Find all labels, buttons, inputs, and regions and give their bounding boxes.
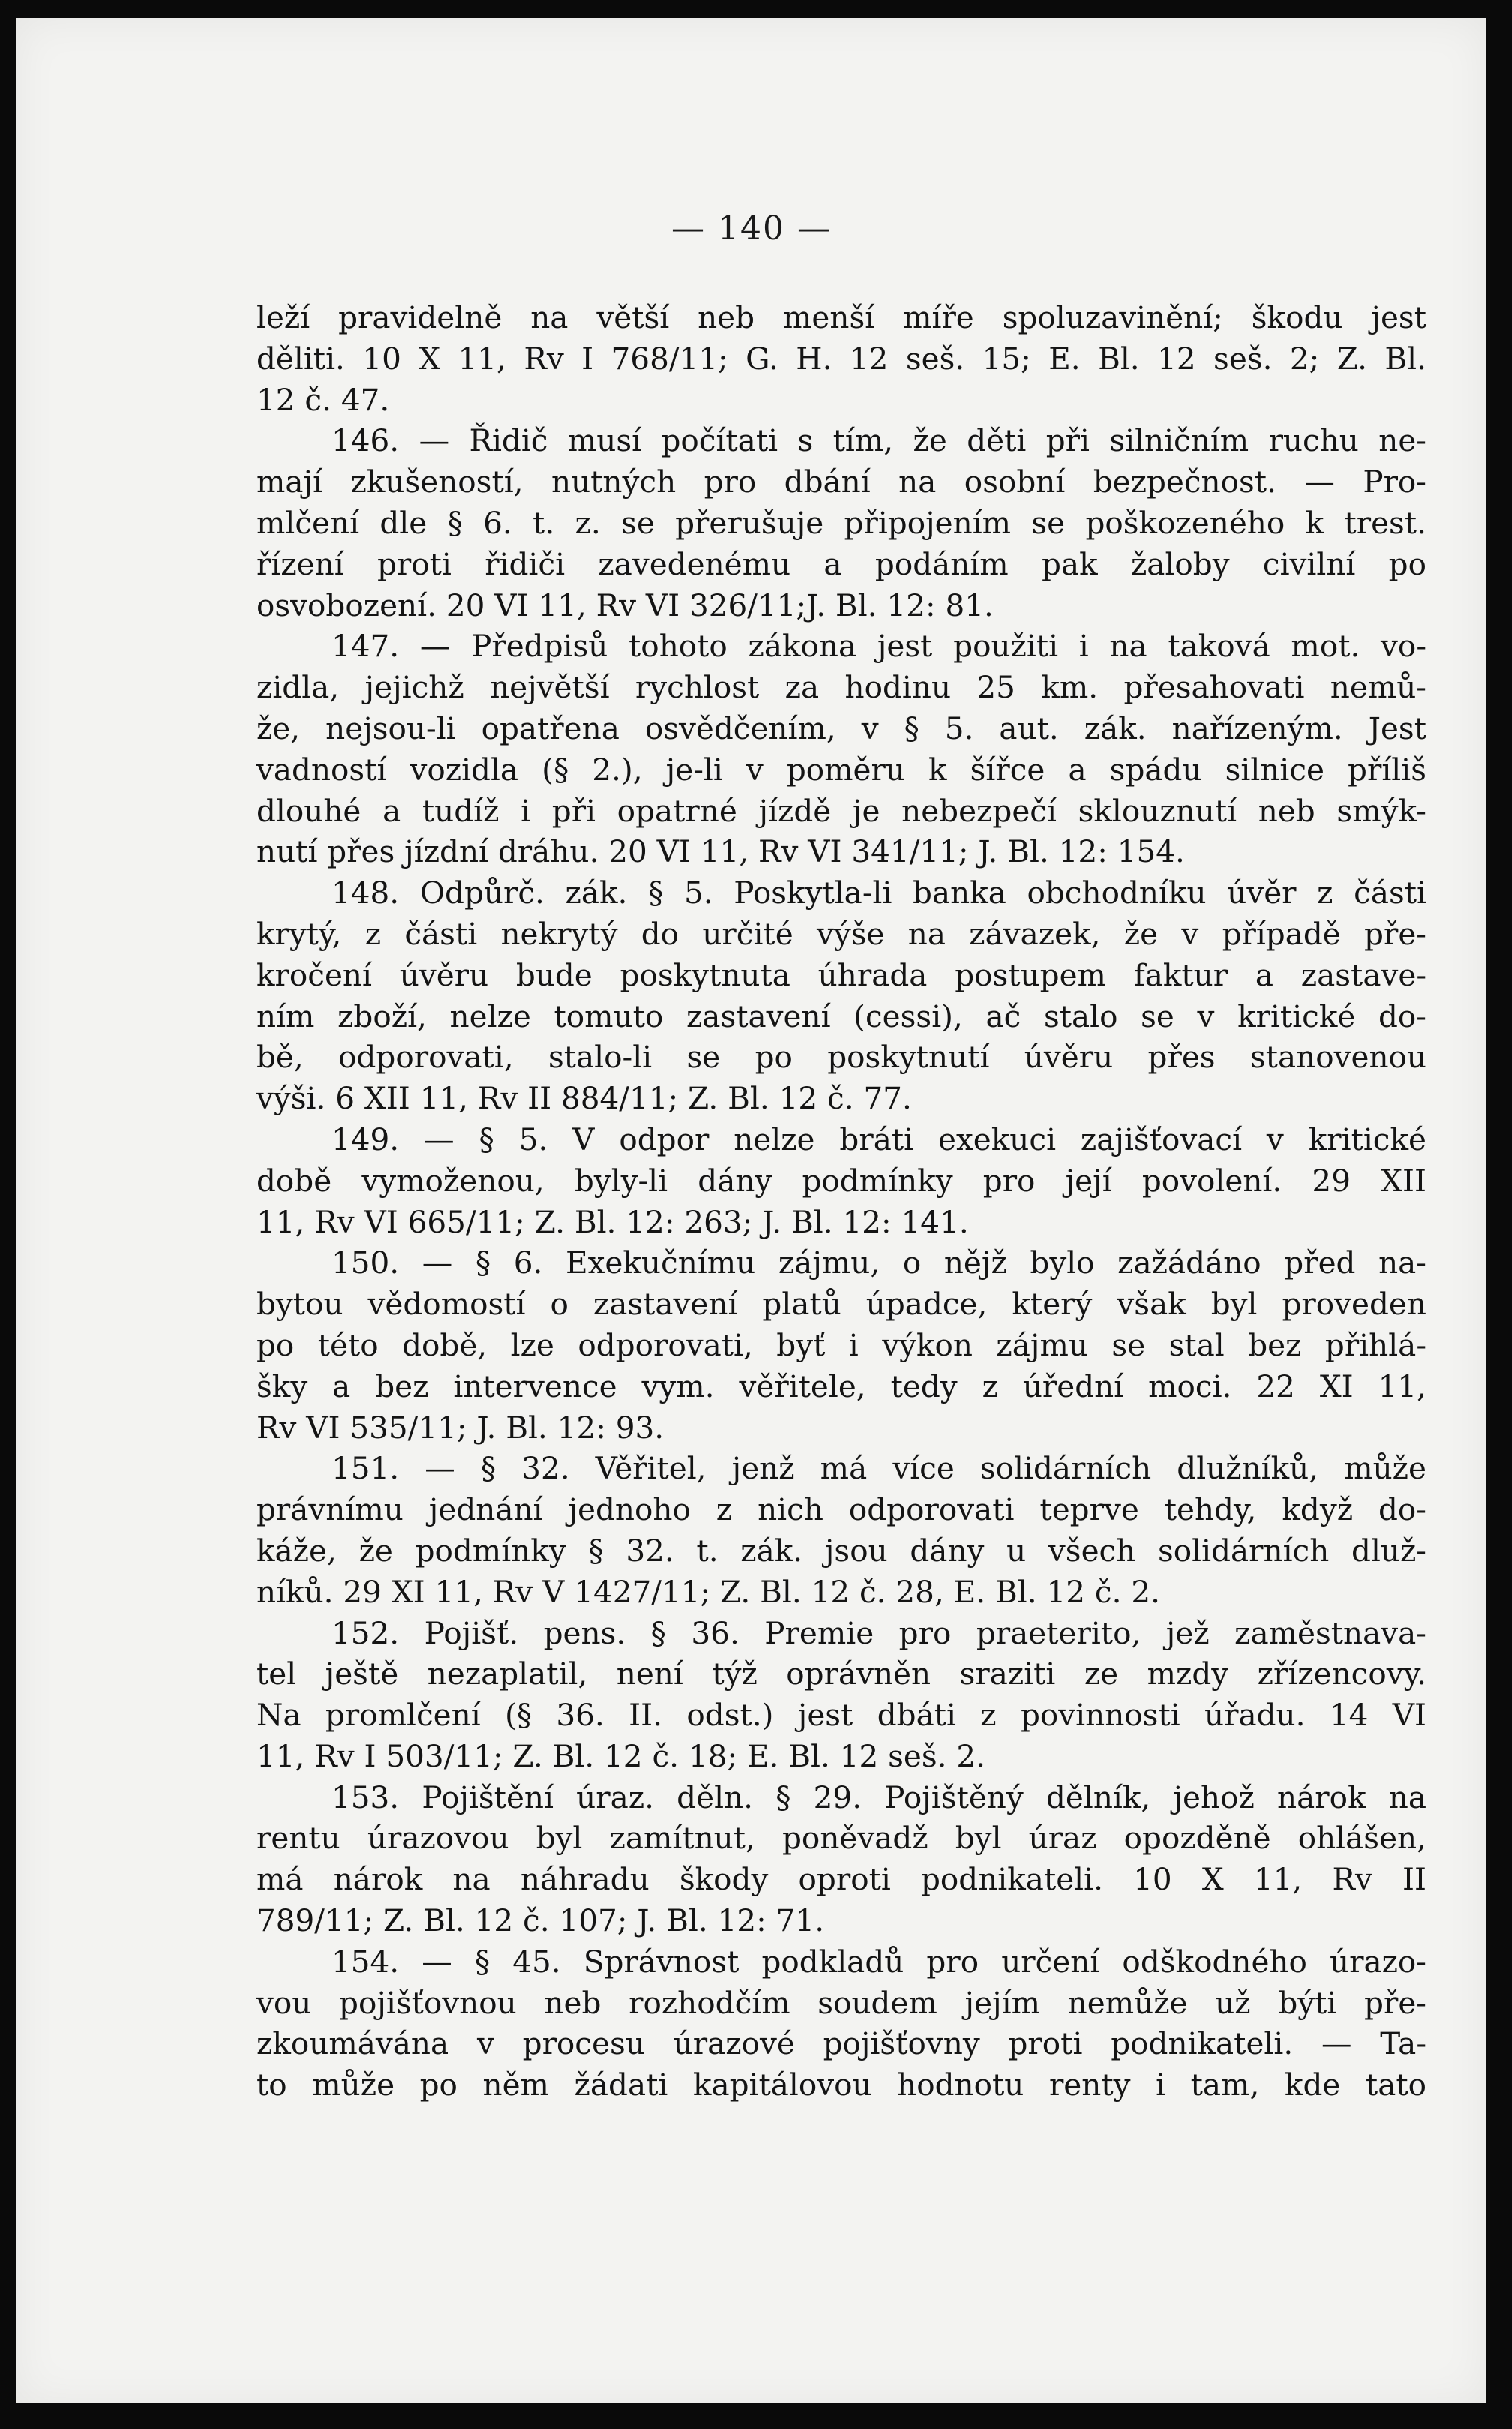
page-number: — 140 —	[671, 209, 832, 248]
text-line: 789/11; Z. Bl. 12 č. 107; J. Bl. 12: 71.	[256, 1902, 825, 1939]
book-page	[16, 18, 1486, 2403]
text-line: šky a bez intervence vym. věřitele, tedy z úřední moci. 22 XI 11,	[256, 1368, 1426, 1404]
text-line: 148. Odpůrč. zák. § 5. Poskytla-li banka obchodníku úvěr z části	[332, 875, 1426, 911]
text-line: nutí přes jízdní dráhu. 20 VI 11, Rv VI 341/11; J. Bl. 12: 154.	[256, 833, 1185, 870]
text-line: bě, odporovati, stalo-li se po poskytnutí úvěru přes stanovenou	[256, 1039, 1426, 1076]
text-line: po této době, lze odporovati, byť i výkon zájmu se stal bez přihlá-	[256, 1326, 1426, 1363]
text-line: Na promlčení (§ 36. II. odst.) jest dbáti z povinnosti úřadu. 14 VI	[256, 1697, 1426, 1734]
text-line: osvobození. 20 VI 11, Rv VI 326/11;J. Bl. 12: 81.	[256, 587, 994, 623]
text-line: zkoumávána v procesu úrazové pojišťovny proti podnikateli. — Ta-	[256, 2025, 1426, 2062]
text-line: ním zboží, nelze tomuto zastavení (cessi), ač stalo se v kritické do-	[256, 998, 1426, 1034]
text-line: níků. 29 XI 11, Rv V 1427/11; Z. Bl. 12 č. 28, E. Bl. 12 č. 2.	[256, 1573, 1160, 1610]
text-line: že, nejsou-li opatřena osvědčením, v § 5. aut. zák. nařízeným. Jest	[256, 710, 1426, 746]
body-text	[256, 297, 1426, 2106]
text-line: tel ještě nezaplatil, není týž oprávněn sraziti ze mzdy zřízencovy.	[256, 1656, 1426, 1692]
text-line: 12 č. 47.	[256, 381, 390, 418]
text-line: leží pravidelně na větší neb menší míře spoluzavinění; škodu jest	[256, 299, 1426, 335]
text-line: 152. Pojišť. pens. § 36. Premie pro praeterito, jež zaměstnava-	[332, 1614, 1426, 1651]
text-line: rentu úrazovou byl zamítnut, poněvadž byl úraz opozděně ohlášen,	[256, 1820, 1426, 1857]
text-line: káže, že podmínky § 32. t. zák. jsou dány u všech solidárních dluž-	[256, 1532, 1426, 1569]
text-line: děliti. 10 X 11, Rv I 768/11; G. H. 12 seš. 15; E. Bl. 12 seš. 2; Z. Bl.	[256, 340, 1426, 377]
text-line: to může po něm žádati kapitálovou hodnotu renty i tam, kde tato	[256, 2067, 1426, 2103]
text-line: mlčení dle § 6. t. z. se přerušuje připojením se poškozeného k trest.	[256, 504, 1426, 541]
text-line: vadností vozidla (§ 2.), je-li v poměru k šířce a spádu silnice příliš	[256, 751, 1426, 788]
text-line: má nárok na náhradu škody oproti podnikateli. 10 X 11, Rv II	[256, 1861, 1426, 1898]
text-line: zidla, jejichž největší rychlost za hodinu 25 km. přesahovati nemů-	[256, 669, 1426, 706]
text-line: vou pojišťovnou neb rozhodčím soudem jejím nemůže už býti pře-	[256, 1984, 1426, 2021]
text-line: kročení úvěru bude poskytnuta úhrada postupem faktur a zastave-	[256, 956, 1426, 993]
text-line: 154. — § 45. Správnost podkladů pro určení odškodného úrazo-	[332, 1943, 1426, 1980]
text-line: výši. 6 XII 11, Rv II 884/11; Z. Bl. 12 č. 77.	[256, 1080, 912, 1117]
text-line: 150. — § 6. Exekučnímu zájmu, o nějž bylo zažádáno před na-	[332, 1245, 1426, 1281]
text-line: řízení proti řidiči zavedenému a podáním pak žaloby civilní po	[256, 545, 1426, 582]
text-line: 147. — Předpisů tohoto zákona jest použiti i na taková mot. vo-	[332, 628, 1426, 665]
text-line: Rv VI 535/11; J. Bl. 12: 93.	[256, 1409, 664, 1446]
text-line: právnímu jednání jednoho z nich odporovati teprve tehdy, když do-	[256, 1491, 1426, 1528]
text-line: 11, Rv I 503/11; Z. Bl. 12 č. 18; E. Bl. 12 seš. 2.	[256, 1737, 986, 1774]
text-line: době vymoženou, byly-li dány podmínky pro její povolení. 29 XII	[256, 1162, 1426, 1199]
text-line: mají zkušeností, nutných pro dbání na osobní bezpečnost. — Pro-	[256, 464, 1426, 500]
text-line: dlouhé a tudíž i při opatrné jízdě je nebezpečí sklouznutí neb smýk-	[256, 792, 1426, 829]
text-line: krytý, z části nekrytý do určité výše na závazek, že v případě pře-	[256, 915, 1426, 952]
text-line: 149. — § 5. V odpor nelze bráti exekuci zajišťovací v kritické	[332, 1121, 1426, 1157]
text-line: 153. Pojištění úraz. děln. § 29. Pojištěný dělník, jehož nárok na	[332, 1779, 1426, 1815]
text-line: 146. — Řidič musí počítati s tím, že děti při silničním ruchu ne-	[332, 422, 1426, 459]
text-line: bytou vědomostí o zastavení platů úpadce, který však byl proveden	[256, 1286, 1426, 1323]
text-line: 11, Rv VI 665/11; Z. Bl. 12: 263; J. Bl. 12: 141.	[256, 1203, 969, 1240]
text-line: 151. — § 32. Věřitel, jenž má více solidárních dlužníků, může	[332, 1450, 1426, 1487]
